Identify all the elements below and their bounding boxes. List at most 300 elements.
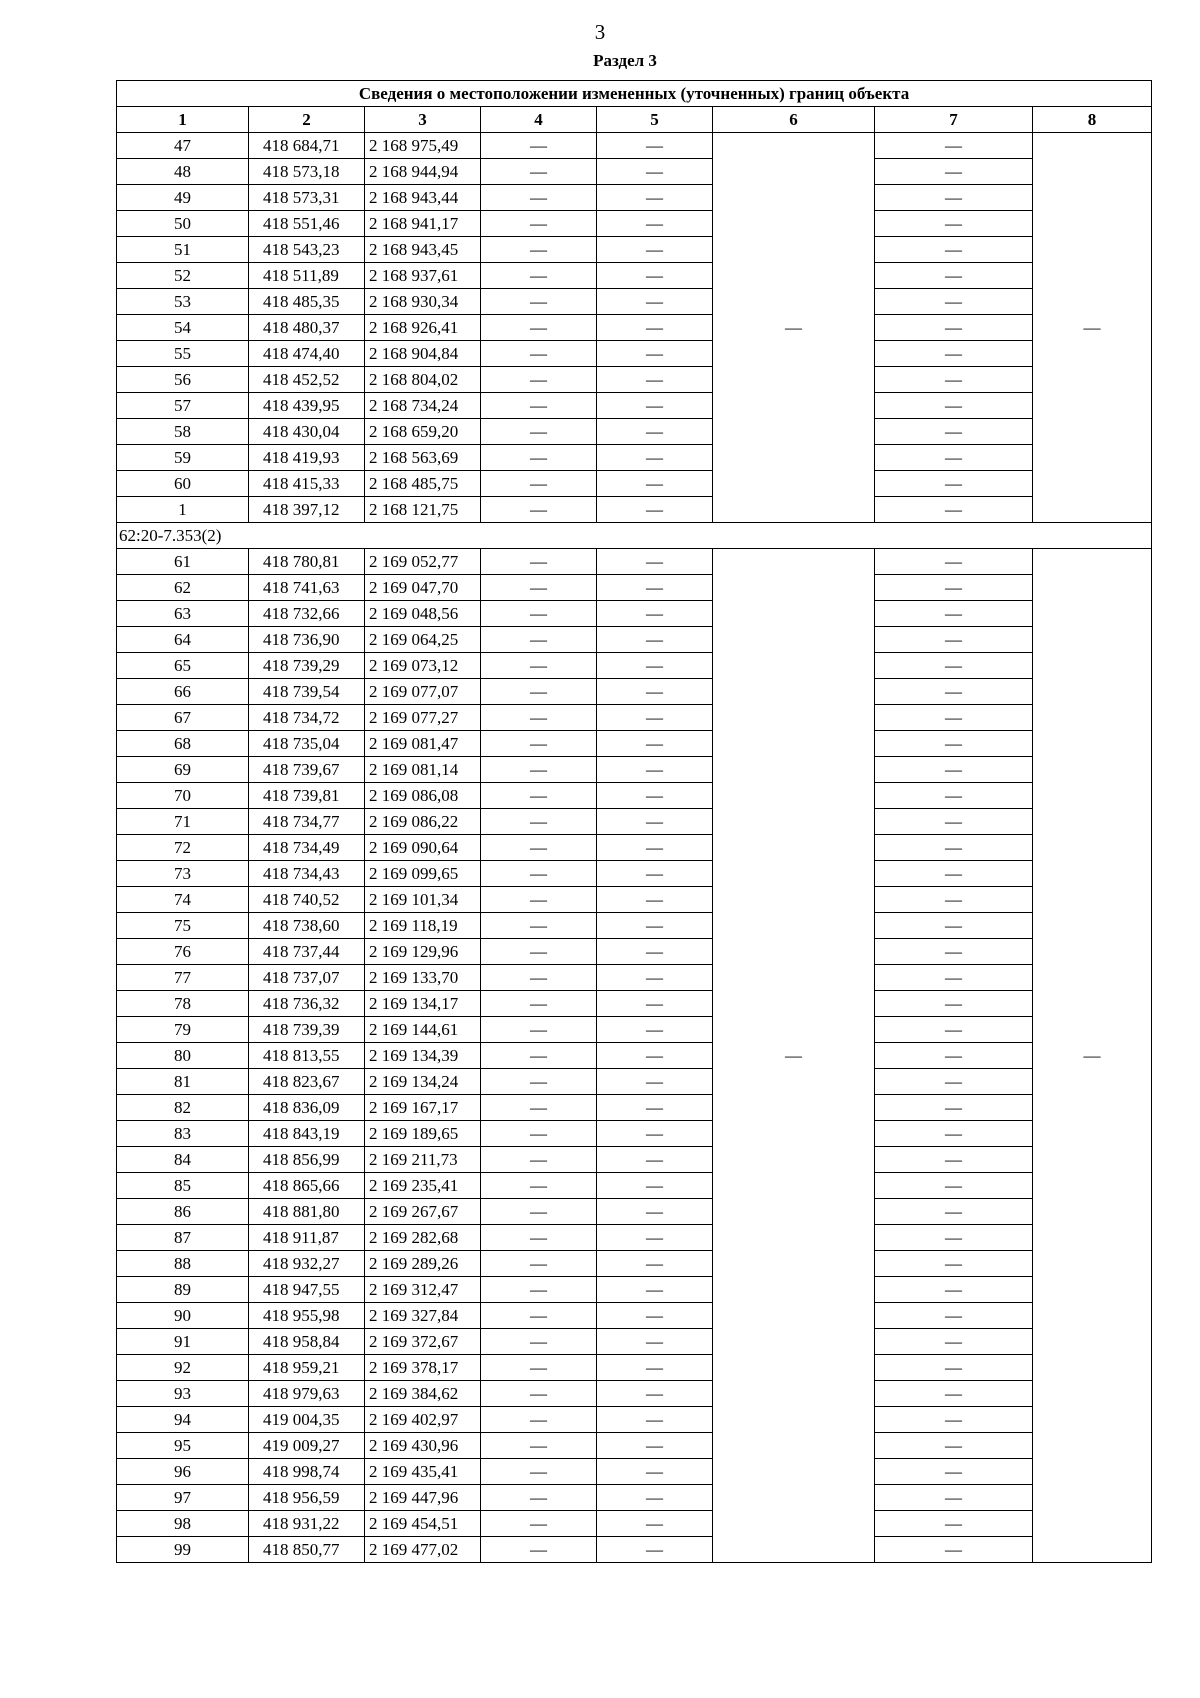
col4-dash: — <box>481 1485 597 1511</box>
coordinate-x: 418 684,71 <box>249 133 365 159</box>
coordinate-y: 2 169 052,77 <box>365 549 481 575</box>
col7-dash: — <box>875 757 1033 783</box>
point-number: 84 <box>117 1147 249 1173</box>
col7-dash: — <box>875 445 1033 471</box>
col4-dash: — <box>481 887 597 913</box>
coordinate-x: 418 947,55 <box>249 1277 365 1303</box>
coordinate-y: 2 169 077,07 <box>365 679 481 705</box>
col7-dash: — <box>875 731 1033 757</box>
coordinate-x: 418 419,93 <box>249 445 365 471</box>
table-row <box>117 1043 1152 1069</box>
col5-dash: — <box>597 1277 713 1303</box>
col5-dash: — <box>597 1511 713 1537</box>
point-number: 72 <box>117 835 249 861</box>
col4-dash: — <box>481 1225 597 1251</box>
col5-dash: — <box>597 705 713 731</box>
col5-dash: — <box>597 783 713 809</box>
table-row <box>117 861 1152 887</box>
point-number: 89 <box>117 1277 249 1303</box>
col5-dash: — <box>597 367 713 393</box>
table-row <box>117 1251 1152 1277</box>
point-number: 79 <box>117 1017 249 1043</box>
col7-dash: — <box>875 1433 1033 1459</box>
coordinate-y: 2 169 454,51 <box>365 1511 481 1537</box>
coordinate-x: 418 452,52 <box>249 367 365 393</box>
col4-dash: — <box>481 1303 597 1329</box>
point-number: 78 <box>117 991 249 1017</box>
coordinate-x: 418 734,72 <box>249 705 365 731</box>
coordinate-x: 418 998,74 <box>249 1459 365 1485</box>
coordinate-y: 2 169 167,17 <box>365 1095 481 1121</box>
table-row <box>117 835 1152 861</box>
column-header: 4 <box>481 107 597 133</box>
col4-dash: — <box>481 1199 597 1225</box>
col4-dash: — <box>481 1043 597 1069</box>
col4-dash: — <box>481 445 597 471</box>
point-number: 73 <box>117 861 249 887</box>
column-header: 7 <box>875 107 1033 133</box>
col4-dash: — <box>481 471 597 497</box>
coordinate-x: 418 474,40 <box>249 341 365 367</box>
col4-dash: — <box>481 1511 597 1537</box>
col4-dash: — <box>481 1173 597 1199</box>
col5-dash: — <box>597 1433 713 1459</box>
coordinate-y: 2 169 189,65 <box>365 1121 481 1147</box>
column-header: 3 <box>365 107 481 133</box>
point-number: 91 <box>117 1329 249 1355</box>
col7-dash: — <box>875 1095 1033 1121</box>
point-number: 75 <box>117 913 249 939</box>
col5-dash: — <box>597 861 713 887</box>
coordinate-y: 2 168 937,61 <box>365 263 481 289</box>
col5-dash: — <box>597 1485 713 1511</box>
col7-dash: — <box>875 783 1033 809</box>
coordinate-y: 2 169 211,73 <box>365 1147 481 1173</box>
coordinate-x: 418 734,77 <box>249 809 365 835</box>
point-number: 1 <box>117 497 249 523</box>
point-number: 85 <box>117 1173 249 1199</box>
col5-dash: — <box>597 1329 713 1355</box>
table-row <box>117 367 1152 393</box>
table-row <box>117 1407 1152 1433</box>
col5-dash: — <box>597 185 713 211</box>
col7-dash: — <box>875 1355 1033 1381</box>
point-number: 99 <box>117 1537 249 1563</box>
col4-dash: — <box>481 237 597 263</box>
col5-dash: — <box>597 1173 713 1199</box>
point-number: 97 <box>117 1485 249 1511</box>
coordinate-x: 418 735,04 <box>249 731 365 757</box>
point-number: 67 <box>117 705 249 731</box>
col4-dash: — <box>481 991 597 1017</box>
point-number: 93 <box>117 1381 249 1407</box>
coordinate-y: 2 169 267,67 <box>365 1199 481 1225</box>
table-row <box>117 445 1152 471</box>
coordinate-x: 418 865,66 <box>249 1173 365 1199</box>
table-title: Сведения о местоположении измененных (уточненных) границ объекта <box>117 81 1152 107</box>
col4-dash: — <box>481 1017 597 1043</box>
point-number: 94 <box>117 1407 249 1433</box>
section-title: Раздел 3 <box>593 51 657 70</box>
coordinate-y: 2 169 134,39 <box>365 1043 481 1069</box>
table-row <box>117 1199 1152 1225</box>
coordinate-y: 2 168 659,20 <box>365 419 481 445</box>
coordinate-y: 2 169 134,17 <box>365 991 481 1017</box>
column-header: 2 <box>249 107 365 133</box>
col7-dash: — <box>875 1537 1033 1563</box>
table-row <box>117 1277 1152 1303</box>
point-number: 88 <box>117 1251 249 1277</box>
coordinate-y: 2 169 402,97 <box>365 1407 481 1433</box>
coordinate-x: 418 737,44 <box>249 939 365 965</box>
point-number: 65 <box>117 653 249 679</box>
col5-dash: — <box>597 1017 713 1043</box>
table-row <box>117 1329 1152 1355</box>
col5-dash: — <box>597 809 713 835</box>
coordinate-y: 2 169 447,96 <box>365 1485 481 1511</box>
coordinate-x: 418 979,63 <box>249 1381 365 1407</box>
point-number: 57 <box>117 393 249 419</box>
col7-dash: — <box>875 497 1033 523</box>
point-number: 90 <box>117 1303 249 1329</box>
col4-dash: — <box>481 1277 597 1303</box>
coordinate-x: 418 955,98 <box>249 1303 365 1329</box>
col7-dash: — <box>875 887 1033 913</box>
table-row <box>117 1381 1152 1407</box>
table-row <box>117 1147 1152 1173</box>
table-row <box>117 1121 1152 1147</box>
col7-dash: — <box>875 419 1033 445</box>
coordinate-y: 2 169 372,67 <box>365 1329 481 1355</box>
coordinate-y: 2 169 430,96 <box>365 1433 481 1459</box>
coordinate-x: 418 836,09 <box>249 1095 365 1121</box>
coordinate-x: 418 740,52 <box>249 887 365 913</box>
point-number: 82 <box>117 1095 249 1121</box>
point-number: 83 <box>117 1121 249 1147</box>
point-number: 54 <box>117 315 249 341</box>
col7-dash: — <box>875 185 1033 211</box>
col5-dash: — <box>597 497 713 523</box>
coordinate-y: 2 169 129,96 <box>365 939 481 965</box>
col4-dash: — <box>481 1459 597 1485</box>
coordinate-y: 2 169 144,61 <box>365 1017 481 1043</box>
col7-dash: — <box>875 1225 1033 1251</box>
table-row <box>117 783 1152 809</box>
col4-dash: — <box>481 419 597 445</box>
col5-dash: — <box>597 211 713 237</box>
point-number: 81 <box>117 1069 249 1095</box>
col7-dash: — <box>875 471 1033 497</box>
col7-dash: — <box>875 263 1033 289</box>
col5-dash: — <box>597 991 713 1017</box>
col4-dash: — <box>481 783 597 809</box>
point-number: 49 <box>117 185 249 211</box>
coordinate-x: 418 573,18 <box>249 159 365 185</box>
col5-dash: — <box>597 965 713 991</box>
col5-dash: — <box>597 1407 713 1433</box>
coordinate-x: 418 932,27 <box>249 1251 365 1277</box>
coordinate-y: 2 168 904,84 <box>365 341 481 367</box>
table-row <box>117 653 1152 679</box>
column-header: 5 <box>597 107 713 133</box>
coordinate-x: 418 736,32 <box>249 991 365 1017</box>
coordinate-y: 2 168 804,02 <box>365 367 481 393</box>
col4-dash: — <box>481 159 597 185</box>
col4-dash: — <box>481 211 597 237</box>
col5-dash: — <box>597 341 713 367</box>
cadastral-group-label: 62:20-7.353(2) <box>117 523 1152 549</box>
col7-dash: — <box>875 1147 1033 1173</box>
col7-dash: — <box>875 159 1033 185</box>
point-number: 66 <box>117 679 249 705</box>
col5-dash: — <box>597 445 713 471</box>
column-header-row <box>117 107 1152 133</box>
col5-dash: — <box>597 393 713 419</box>
table-row <box>117 1225 1152 1251</box>
table-row <box>117 419 1152 445</box>
coordinate-x: 418 823,67 <box>249 1069 365 1095</box>
point-number: 77 <box>117 965 249 991</box>
point-number: 95 <box>117 1433 249 1459</box>
col7-dash: — <box>875 575 1033 601</box>
coordinate-y: 2 169 327,84 <box>365 1303 481 1329</box>
coordinate-x: 418 551,46 <box>249 211 365 237</box>
coordinate-y: 2 169 134,24 <box>365 1069 481 1095</box>
table-row <box>117 679 1152 705</box>
column-header: 6 <box>713 107 875 133</box>
table-row <box>117 1485 1152 1511</box>
col7-dash: — <box>875 341 1033 367</box>
point-number: 50 <box>117 211 249 237</box>
coordinate-y: 2 169 081,47 <box>365 731 481 757</box>
col5-dash: — <box>597 549 713 575</box>
col5-dash: — <box>597 627 713 653</box>
coordinate-x: 418 439,95 <box>249 393 365 419</box>
coordinate-y: 2 169 048,56 <box>365 601 481 627</box>
col4-dash: — <box>481 809 597 835</box>
coordinate-x: 418 780,81 <box>249 549 365 575</box>
coordinate-x: 418 856,99 <box>249 1147 365 1173</box>
point-number: 68 <box>117 731 249 757</box>
coordinate-y: 2 168 943,44 <box>365 185 481 211</box>
col4-dash: — <box>481 1147 597 1173</box>
coordinate-x: 418 573,31 <box>249 185 365 211</box>
coordinate-y: 2 168 943,45 <box>365 237 481 263</box>
coordinate-x: 418 959,21 <box>249 1355 365 1381</box>
col5-dash: — <box>597 731 713 757</box>
col7-dash: — <box>875 393 1033 419</box>
coordinate-x: 418 850,77 <box>249 1537 365 1563</box>
col7-dash: — <box>875 1277 1033 1303</box>
col7-dash: — <box>875 1199 1033 1225</box>
col7-dash: — <box>875 237 1033 263</box>
col5-dash: — <box>597 159 713 185</box>
coordinate-x: 418 911,87 <box>249 1225 365 1251</box>
col7-dash: — <box>875 1329 1033 1355</box>
coordinate-x: 418 480,37 <box>249 315 365 341</box>
coordinate-y: 2 169 086,08 <box>365 783 481 809</box>
col7-dash: — <box>875 627 1033 653</box>
coordinate-y: 2 169 047,70 <box>365 575 481 601</box>
point-number: 62 <box>117 575 249 601</box>
col5-dash: — <box>597 653 713 679</box>
col7-dash: — <box>875 549 1033 575</box>
col5-dash: — <box>597 133 713 159</box>
col4-dash: — <box>481 549 597 575</box>
col5-dash: — <box>597 575 713 601</box>
point-number: 64 <box>117 627 249 653</box>
col5-dash: — <box>597 1381 713 1407</box>
coordinate-y: 2 169 435,41 <box>365 1459 481 1485</box>
coordinate-y: 2 169 289,26 <box>365 1251 481 1277</box>
col4-dash: — <box>481 263 597 289</box>
col4-dash: — <box>481 341 597 367</box>
table-row <box>117 1173 1152 1199</box>
column-header: 8 <box>1033 107 1152 133</box>
col5-dash: — <box>597 757 713 783</box>
coordinate-x: 418 881,80 <box>249 1199 365 1225</box>
coordinate-y: 2 169 477,02 <box>365 1537 481 1563</box>
col5-dash: — <box>597 1459 713 1485</box>
col6-merged-dash: — <box>713 133 875 523</box>
point-number: 55 <box>117 341 249 367</box>
col4-dash: — <box>481 1329 597 1355</box>
col8-merged-dash: — <box>1033 549 1152 1563</box>
col5-dash: — <box>597 471 713 497</box>
col4-dash: — <box>481 575 597 601</box>
point-number: 70 <box>117 783 249 809</box>
col8-merged-dash: — <box>1033 133 1152 523</box>
table-row <box>117 341 1152 367</box>
col4-dash: — <box>481 1251 597 1277</box>
col4-dash: — <box>481 1121 597 1147</box>
coordinate-y: 2 169 081,14 <box>365 757 481 783</box>
table-row <box>117 1069 1152 1095</box>
table-row <box>117 1459 1152 1485</box>
coordinate-y: 2 169 090,64 <box>365 835 481 861</box>
coordinate-x: 418 737,07 <box>249 965 365 991</box>
coordinate-y: 2 168 975,49 <box>365 133 481 159</box>
table-row <box>117 211 1152 237</box>
col5-dash: — <box>597 913 713 939</box>
coordinate-x: 418 430,04 <box>249 419 365 445</box>
col4-dash: — <box>481 1355 597 1381</box>
col4-dash: — <box>481 367 597 393</box>
col5-dash: — <box>597 1355 713 1381</box>
coordinate-y: 2 168 926,41 <box>365 315 481 341</box>
table-row <box>117 939 1152 965</box>
col4-dash: — <box>481 835 597 861</box>
col4-dash: — <box>481 627 597 653</box>
table-body <box>117 133 1152 1563</box>
table-row <box>117 757 1152 783</box>
coordinate-x: 418 543,23 <box>249 237 365 263</box>
table-row <box>117 185 1152 211</box>
col7-dash: — <box>875 1407 1033 1433</box>
point-number: 48 <box>117 159 249 185</box>
coordinate-y: 2 168 485,75 <box>365 471 481 497</box>
coordinate-x: 418 739,29 <box>249 653 365 679</box>
table-row <box>117 1433 1152 1459</box>
col5-dash: — <box>597 601 713 627</box>
col7-dash: — <box>875 835 1033 861</box>
coordinate-y: 2 169 099,65 <box>365 861 481 887</box>
table-row <box>117 159 1152 185</box>
coordinate-x: 418 956,59 <box>249 1485 365 1511</box>
col4-dash: — <box>481 1069 597 1095</box>
table-row <box>117 393 1152 419</box>
point-number: 92 <box>117 1355 249 1381</box>
point-number: 63 <box>117 601 249 627</box>
table-row <box>117 263 1152 289</box>
table-row <box>117 1511 1152 1537</box>
coordinate-y: 2 169 312,47 <box>365 1277 481 1303</box>
table-row <box>117 913 1152 939</box>
col7-dash: — <box>875 1459 1033 1485</box>
col7-dash: — <box>875 939 1033 965</box>
coordinate-x: 418 734,43 <box>249 861 365 887</box>
col7-dash: — <box>875 133 1033 159</box>
col7-dash: — <box>875 809 1033 835</box>
table-row <box>117 549 1152 575</box>
col5-dash: — <box>597 1069 713 1095</box>
coordinate-y: 2 169 378,17 <box>365 1355 481 1381</box>
coordinate-y: 2 168 930,34 <box>365 289 481 315</box>
col7-dash: — <box>875 1173 1033 1199</box>
coordinate-y: 2 169 235,41 <box>365 1173 481 1199</box>
coordinate-y: 2 168 734,24 <box>365 393 481 419</box>
col7-dash: — <box>875 705 1033 731</box>
point-number: 59 <box>117 445 249 471</box>
col4-dash: — <box>481 133 597 159</box>
coordinate-y: 2 169 118,19 <box>365 913 481 939</box>
col4-dash: — <box>481 913 597 939</box>
coordinate-x: 418 485,35 <box>249 289 365 315</box>
col7-dash: — <box>875 861 1033 887</box>
col5-dash: — <box>597 1537 713 1563</box>
col7-dash: — <box>875 601 1033 627</box>
coordinate-x: 418 734,49 <box>249 835 365 861</box>
col4-dash: — <box>481 315 597 341</box>
point-number: 58 <box>117 419 249 445</box>
table-row <box>117 1355 1152 1381</box>
column-header: 1 <box>117 107 249 133</box>
col5-dash: — <box>597 835 713 861</box>
table-row <box>117 133 1152 159</box>
col4-dash: — <box>481 1095 597 1121</box>
coordinate-x: 418 397,12 <box>249 497 365 523</box>
table-row <box>117 289 1152 315</box>
point-number: 53 <box>117 289 249 315</box>
col5-dash: — <box>597 1095 713 1121</box>
col4-dash: — <box>481 757 597 783</box>
col4-dash: — <box>481 289 597 315</box>
coordinate-x: 418 741,63 <box>249 575 365 601</box>
coordinate-x: 418 511,89 <box>249 263 365 289</box>
col7-dash: — <box>875 679 1033 705</box>
coordinate-y: 2 169 282,68 <box>365 1225 481 1251</box>
col7-dash: — <box>875 965 1033 991</box>
point-number: 76 <box>117 939 249 965</box>
coordinates-table <box>116 80 1152 1563</box>
coordinate-y: 2 169 073,12 <box>365 653 481 679</box>
coordinate-y: 2 169 101,34 <box>365 887 481 913</box>
table-row <box>117 1095 1152 1121</box>
coordinate-x: 418 739,67 <box>249 757 365 783</box>
col4-dash: — <box>481 705 597 731</box>
coordinate-y: 2 168 944,94 <box>365 159 481 185</box>
table-row <box>117 627 1152 653</box>
